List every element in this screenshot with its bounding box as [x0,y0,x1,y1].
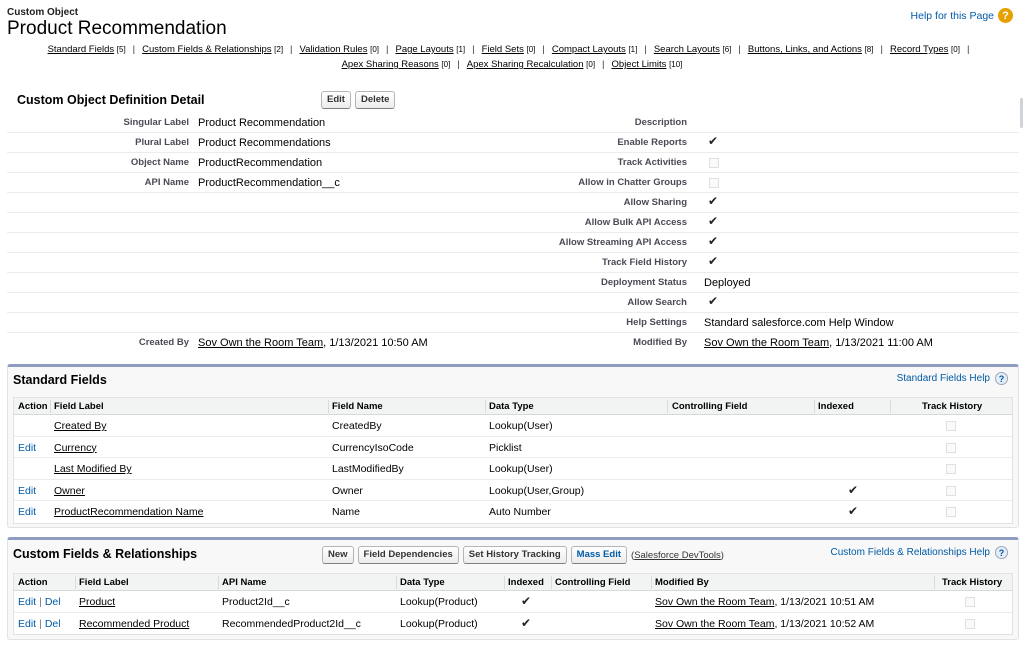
related-link-label[interactable]: Compact Layouts [551,44,626,55]
related-link-label[interactable]: Custom Fields & Relationships [142,44,272,55]
column-divider [651,576,652,589]
page-subtitle: Custom Object [7,7,79,18]
field-label: Deployment Status [600,277,687,288]
modified-by-user-link[interactable]: Sov Own the Room Team [655,617,775,630]
field-value: Deployed [704,277,751,289]
indexed-checkmark-icon [521,616,531,630]
column-header: Modified By [655,577,709,588]
indexed-checkmark-icon [521,594,531,608]
modified-by-user-link[interactable]: Sov Own the Room Team [655,596,775,608]
detail-row [7,113,1019,133]
field-label-link[interactable]: Owner [54,484,85,497]
field-dependencies-button[interactable]: Field Dependencies [358,546,459,564]
column-header: API Name [222,577,267,588]
field-value: Product Recommendations [198,137,331,149]
column-divider [328,400,329,413]
column-header: Field Label [54,401,104,412]
field-label: Allow Bulk API Access [584,217,687,228]
column-header: Action [18,577,48,588]
detail-row [7,133,1019,153]
related-link-count: [2] [274,45,284,54]
unchecked-box-icon [709,158,719,168]
set-history-tracking-button[interactable]: Set History Tracking [463,546,567,564]
help-for-page-link[interactable] [911,8,1013,23]
devtools-open-paren: ( [631,549,635,561]
related-link-count: [8] [864,45,874,54]
column-divider [667,400,668,413]
detail-row [7,273,1019,293]
action-separator: | [39,617,42,630]
field-label-link[interactable]: Last Modified By [54,463,132,475]
field-label-link[interactable]: Created By [54,420,107,432]
column-divider [218,576,219,589]
data-type: Lookup(Product) [400,596,478,608]
related-link-label[interactable]: Buttons, Links, and Actions [747,44,862,55]
detail-row [7,253,1019,273]
field-label: Allow Search [627,297,687,308]
indexed-checkmark-icon [848,504,858,518]
table-row [14,613,1012,635]
detail-row [7,193,1019,213]
edit-action-link[interactable]: Edit [18,617,37,630]
related-link-object-limits[interactable] [612,59,683,70]
field-name: Owner [332,484,363,497]
custom-fields-buttons [322,546,724,564]
related-link-label[interactable]: Object Limits [611,59,667,70]
modified-by-date: , 1/13/2021 11:00 AM [829,337,933,349]
related-link-label[interactable]: Field Sets [481,44,524,55]
track-history-checkbox [946,486,956,496]
link-separator: | [290,44,293,55]
field-name: LastModifiedBy [332,463,404,475]
column-header: Track History [942,577,1003,588]
related-link-count: [5] [116,45,126,54]
related-link-count: [0] [370,45,380,54]
checkmark-icon [707,196,719,208]
checkmark-icon [707,296,719,308]
related-link-record-types[interactable] [890,44,960,55]
related-link-label[interactable]: Standard Fields [47,44,115,55]
detail-row [7,333,1019,353]
column-header: Data Type [400,577,445,588]
table-row [14,480,1012,502]
field-label: Track Activities [617,157,687,168]
table-row [14,591,1012,613]
related-link-label[interactable]: Apex Sharing Reasons [341,59,439,70]
related-link-count: [0] [441,60,451,69]
page-title: Product Recommendation [7,18,227,39]
table-row [14,458,1012,480]
custom-fields-help-label[interactable]: Custom Fields & Relationships Help [830,547,990,558]
edit-action-link[interactable]: Edit [18,596,37,608]
related-link-count: [6] [722,45,732,54]
mass-edit-button[interactable]: Mass Edit [571,546,627,564]
field-label: Description [634,117,687,128]
data-type: Picklist [489,441,522,454]
data-type: Lookup(User,Group) [489,484,585,497]
field-label: Help Settings [626,317,687,328]
custom-fields-table [13,573,1013,635]
api-name: RecommendedProduct2Id__c [222,617,361,630]
standard-fields-help-label[interactable]: Standard Fields Help [896,373,990,384]
link-separator: | [644,44,647,55]
column-header: Indexed [508,577,544,588]
column-divider [934,576,935,589]
detail-row [7,313,1019,333]
checkmark-icon [707,216,719,228]
related-links-row-2 [0,57,1024,72]
api-name: Product2Id__c [222,596,290,608]
detail-section-title: Custom Object Definition Detail [17,93,205,107]
created-by-value [198,337,428,349]
link-separator: | [472,44,475,55]
edit-button[interactable]: Edit [321,91,351,109]
related-link-count: [1] [628,45,638,54]
detail-row [7,153,1019,173]
column-divider [890,400,891,413]
delete-action-link[interactable]: Del [44,617,61,630]
related-link-count: [0] [586,60,596,69]
column-header: Track History [922,401,983,412]
related-link-label[interactable]: Search Layouts [653,44,720,55]
related-link-count: [1] [456,45,466,54]
field-label-link[interactable]: ProductRecommendation Name [54,506,204,518]
column-header: Action [18,401,48,412]
detail-row [7,233,1019,253]
detail-row [7,293,1019,313]
detail-row [7,213,1019,233]
page-header [7,7,227,40]
field-label: Allow Streaming API Access [558,237,687,248]
column-header: Field Label [79,577,129,588]
edit-action-link[interactable]: Edit [18,441,37,454]
related-link-field-sets[interactable] [482,44,536,55]
related-link-standard-fields[interactable] [48,44,126,55]
custom-fields-panel [7,537,1019,640]
scrollbar-thumb[interactable] [1020,98,1023,128]
devtools-close-paren: ) [720,549,724,561]
created-by-user-link[interactable]: Sov Own the Room Team [198,337,324,349]
track-history-checkbox [946,507,956,517]
custom-fields-help-link[interactable] [830,546,1008,559]
field-value: ProductRecommendation [198,157,323,169]
related-link-search-layouts[interactable] [654,44,732,55]
new-field-button[interactable]: New [322,546,354,564]
track-history-checkbox [946,464,956,474]
table-header [14,574,1012,591]
modified-by-user-link[interactable]: Sov Own the Room Team [704,337,830,349]
related-link-count: [10] [669,60,683,69]
custom-fields-title: Custom Fields & Relationships [13,547,198,561]
help-question-icon[interactable]: ? [995,372,1008,385]
link-separator: | [542,44,545,55]
table-header [14,398,1012,415]
data-type: Lookup(Product) [400,617,478,630]
column-header: Field Name [332,401,383,412]
column-divider [75,576,76,589]
help-question-icon[interactable]: ? [995,546,1008,559]
detail-table [7,113,1019,353]
link-separator: | [132,44,136,55]
field-label-link[interactable]: Currency [54,441,97,454]
link-separator: | [966,44,970,55]
column-divider [814,400,815,413]
row-actions [18,596,61,608]
track-history-checkbox [946,443,956,453]
field-label: Allow Sharing [623,197,687,208]
field-name: Name [332,506,361,518]
field-name: CurrencyIsoCode [332,441,414,454]
delete-button[interactable]: Delete [355,91,396,109]
edit-action-link[interactable]: Edit [18,506,37,518]
related-link-apex-sharing-recalculation[interactable] [467,59,595,70]
checkmark-icon [707,236,719,248]
link-separator: | [738,44,741,55]
link-separator: | [880,44,883,55]
related-link-page-layouts[interactable] [395,44,465,55]
modified-date: , 1/13/2021 10:52 AM [774,617,875,630]
related-link-count: [0] [951,45,960,54]
column-header: Indexed [818,401,854,412]
track-history-checkbox [946,421,956,431]
field-label: Enable Reports [617,137,687,148]
table-row [14,415,1012,437]
salesforce-devtools-link[interactable]: Salesforce DevTools [634,549,721,561]
field-value: ProductRecommendation__c [198,177,340,189]
track-history-checkbox [965,597,975,607]
modified-by-value [704,337,933,349]
column-divider [396,576,397,589]
link-separator: | [457,59,460,70]
standard-fields-title: Standard Fields [13,373,107,387]
column-divider [485,400,486,413]
modified-date: , 1/13/2021 10:51 AM [774,596,875,608]
column-divider [551,576,552,589]
related-link-buttons-links-actions[interactable] [748,44,874,55]
field-label-link[interactable]: Recommended Product [79,617,190,630]
delete-action-link[interactable]: Del [44,596,61,608]
field-label: API Name [144,177,189,188]
checkmark-icon [707,136,719,148]
created-by-label: Created By [138,337,189,348]
related-link-validation-rules[interactable] [300,44,380,55]
help-question-icon[interactable]: ? [998,8,1013,23]
field-label: Track Field History [601,257,687,268]
checkmark-icon [707,256,719,268]
data-type: Lookup(User) [489,420,553,432]
field-value: Standard salesforce.com Help Window [704,317,894,329]
devtools-link-group [631,550,724,561]
related-link-label[interactable]: Page Layouts [395,44,454,55]
field-name: CreatedBy [332,420,382,432]
indexed-checkmark-icon [848,483,858,497]
standard-fields-table [13,397,1013,524]
field-value: Product Recommendation [198,117,326,129]
related-link-custom-fields[interactable] [142,44,283,55]
detail-row [7,173,1019,193]
data-type: Auto Number [489,506,551,518]
table-row [14,437,1012,459]
column-divider [504,576,505,589]
edit-action-link[interactable]: Edit [18,484,37,497]
standard-fields-help-link[interactable] [897,372,1008,385]
help-for-page-label[interactable]: Help for this Page [910,9,994,22]
modified-by [655,596,874,608]
field-label-link[interactable]: Product [79,596,116,608]
column-divider [50,400,51,413]
column-header: Controlling Field [672,401,748,412]
related-link-label[interactable]: Record Types [889,44,949,55]
related-link-compact-layouts[interactable] [552,44,637,55]
data-type: Lookup(User) [489,463,553,475]
modified-by [655,618,874,630]
related-link-label[interactable]: Apex Sharing Recalculation [466,59,584,70]
unchecked-box-icon [709,178,719,188]
field-label: Plural Label [135,137,189,148]
action-separator: | [39,596,42,608]
field-label: Allow in Chatter Groups [578,177,687,188]
detail-buttons [321,91,395,109]
field-label: Object Name [130,157,189,168]
created-by-date: , 1/13/2021 10:50 AM [323,337,428,349]
link-separator: | [602,59,605,70]
column-header: Controlling Field [555,577,631,588]
related-link-apex-sharing-reasons[interactable] [342,59,451,70]
standard-fields-panel [7,364,1019,528]
related-link-count: [0] [526,45,536,54]
field-label: Singular Label [123,117,189,128]
link-separator: | [386,44,389,55]
modified-by-label: Modified By [633,337,687,348]
column-header: Data Type [489,401,534,412]
related-link-label[interactable]: Validation Rules [299,44,368,55]
row-actions [18,618,61,630]
related-links-row-1 [0,42,1024,57]
track-history-checkbox [965,619,975,629]
table-row [14,501,1012,523]
